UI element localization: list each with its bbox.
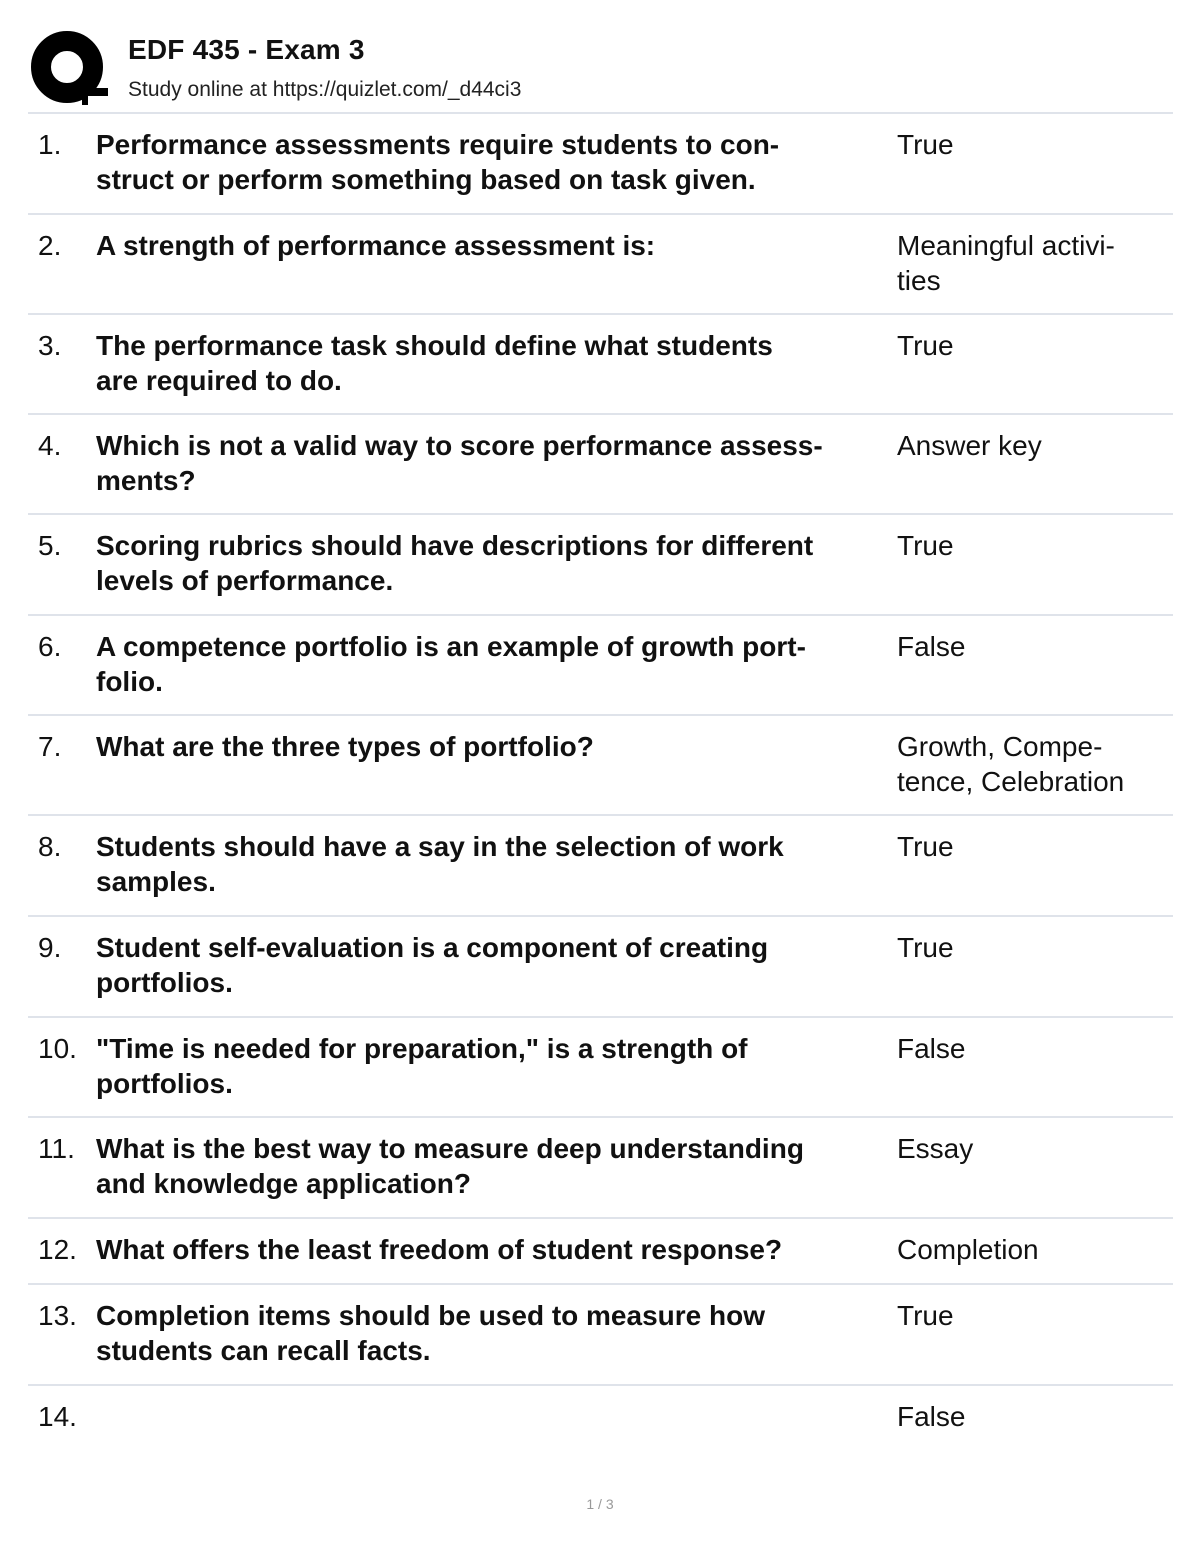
item-question: Students should have a say in the selection of work samples. (96, 831, 784, 897)
item-question: Which is not a valid way to score performance assess- ments? (96, 430, 823, 496)
list-item (28, 714, 1173, 814)
item-answer: Growth, Compe- tence, Celebration (897, 731, 1125, 797)
list-item (28, 1217, 1173, 1283)
item-question: Student self-evaluation is a component of creating portfolios. (96, 932, 769, 998)
list-item (28, 1283, 1173, 1384)
item-number: 14. (38, 1401, 77, 1432)
page-title: EDF 435 - Exam 3 (128, 34, 365, 65)
item-number: 2. (38, 230, 62, 261)
list-item (28, 1116, 1173, 1217)
item-answer: True (897, 330, 954, 361)
flashcard-list (28, 112, 1173, 1450)
item-number: 9. (38, 932, 62, 963)
list-item (28, 213, 1173, 313)
item-number: 11. (38, 1133, 75, 1164)
item-question: What offers the least freedom of student response? (96, 1234, 783, 1265)
list-item (28, 313, 1173, 413)
item-number: 8. (38, 831, 62, 862)
page-number: 1 / 3 (586, 1496, 614, 1512)
document-header (28, 28, 1178, 112)
item-answer: True (897, 530, 954, 561)
item-number: 12. (38, 1234, 77, 1265)
item-question: Performance assessments require students to con- struct or perform something based on task given. (96, 129, 780, 195)
item-number: 1. (38, 129, 62, 160)
list-item (28, 915, 1173, 1016)
item-number: 13. (38, 1300, 77, 1331)
list-item (28, 1384, 1173, 1450)
study-online-link[interactable]: Study online at https://quizlet.com/_d44ci3 (128, 78, 522, 101)
item-answer: True (897, 831, 954, 862)
item-answer: Essay (897, 1133, 974, 1164)
item-number: 6. (38, 631, 62, 662)
item-answer: False (897, 631, 966, 662)
item-number: 10. (38, 1033, 77, 1064)
item-answer: Answer key (897, 430, 1042, 461)
item-question: "Time is needed for preparation," is a strength of portfolios. (96, 1033, 748, 1099)
item-question: Completion items should be used to measure how students can recall facts. (96, 1300, 765, 1366)
item-answer: Completion (897, 1234, 1039, 1265)
item-number: 4. (38, 430, 62, 461)
item-question: The performance task should define what students are required to do. (96, 330, 773, 396)
list-item (28, 413, 1173, 513)
item-answer: False (897, 1401, 966, 1432)
item-answer: True (897, 129, 954, 160)
item-question: What is the best way to measure deep understanding and knowledge application? (96, 1133, 804, 1199)
item-answer: True (897, 932, 954, 963)
list-item (28, 112, 1173, 213)
item-answer: Meaningful activi- ties (897, 230, 1115, 296)
list-item (28, 1016, 1173, 1116)
list-item (28, 513, 1173, 614)
quizlet-logo-icon (30, 30, 108, 108)
list-item (28, 614, 1173, 714)
item-number: 7. (38, 731, 62, 762)
item-question: Scoring rubrics should have descriptions for different levels of performance. (96, 530, 814, 596)
item-answer: False (897, 1033, 966, 1064)
item-question: A competence portfolio is an example of growth port- folio. (96, 631, 806, 697)
item-number: 3. (38, 330, 62, 361)
list-item (28, 814, 1173, 915)
item-number: 5. (38, 530, 62, 561)
item-question: A strength of performance assessment is: (96, 230, 656, 261)
item-answer: True (897, 1300, 954, 1331)
item-question: What are the three types of portfolio? (96, 731, 594, 762)
